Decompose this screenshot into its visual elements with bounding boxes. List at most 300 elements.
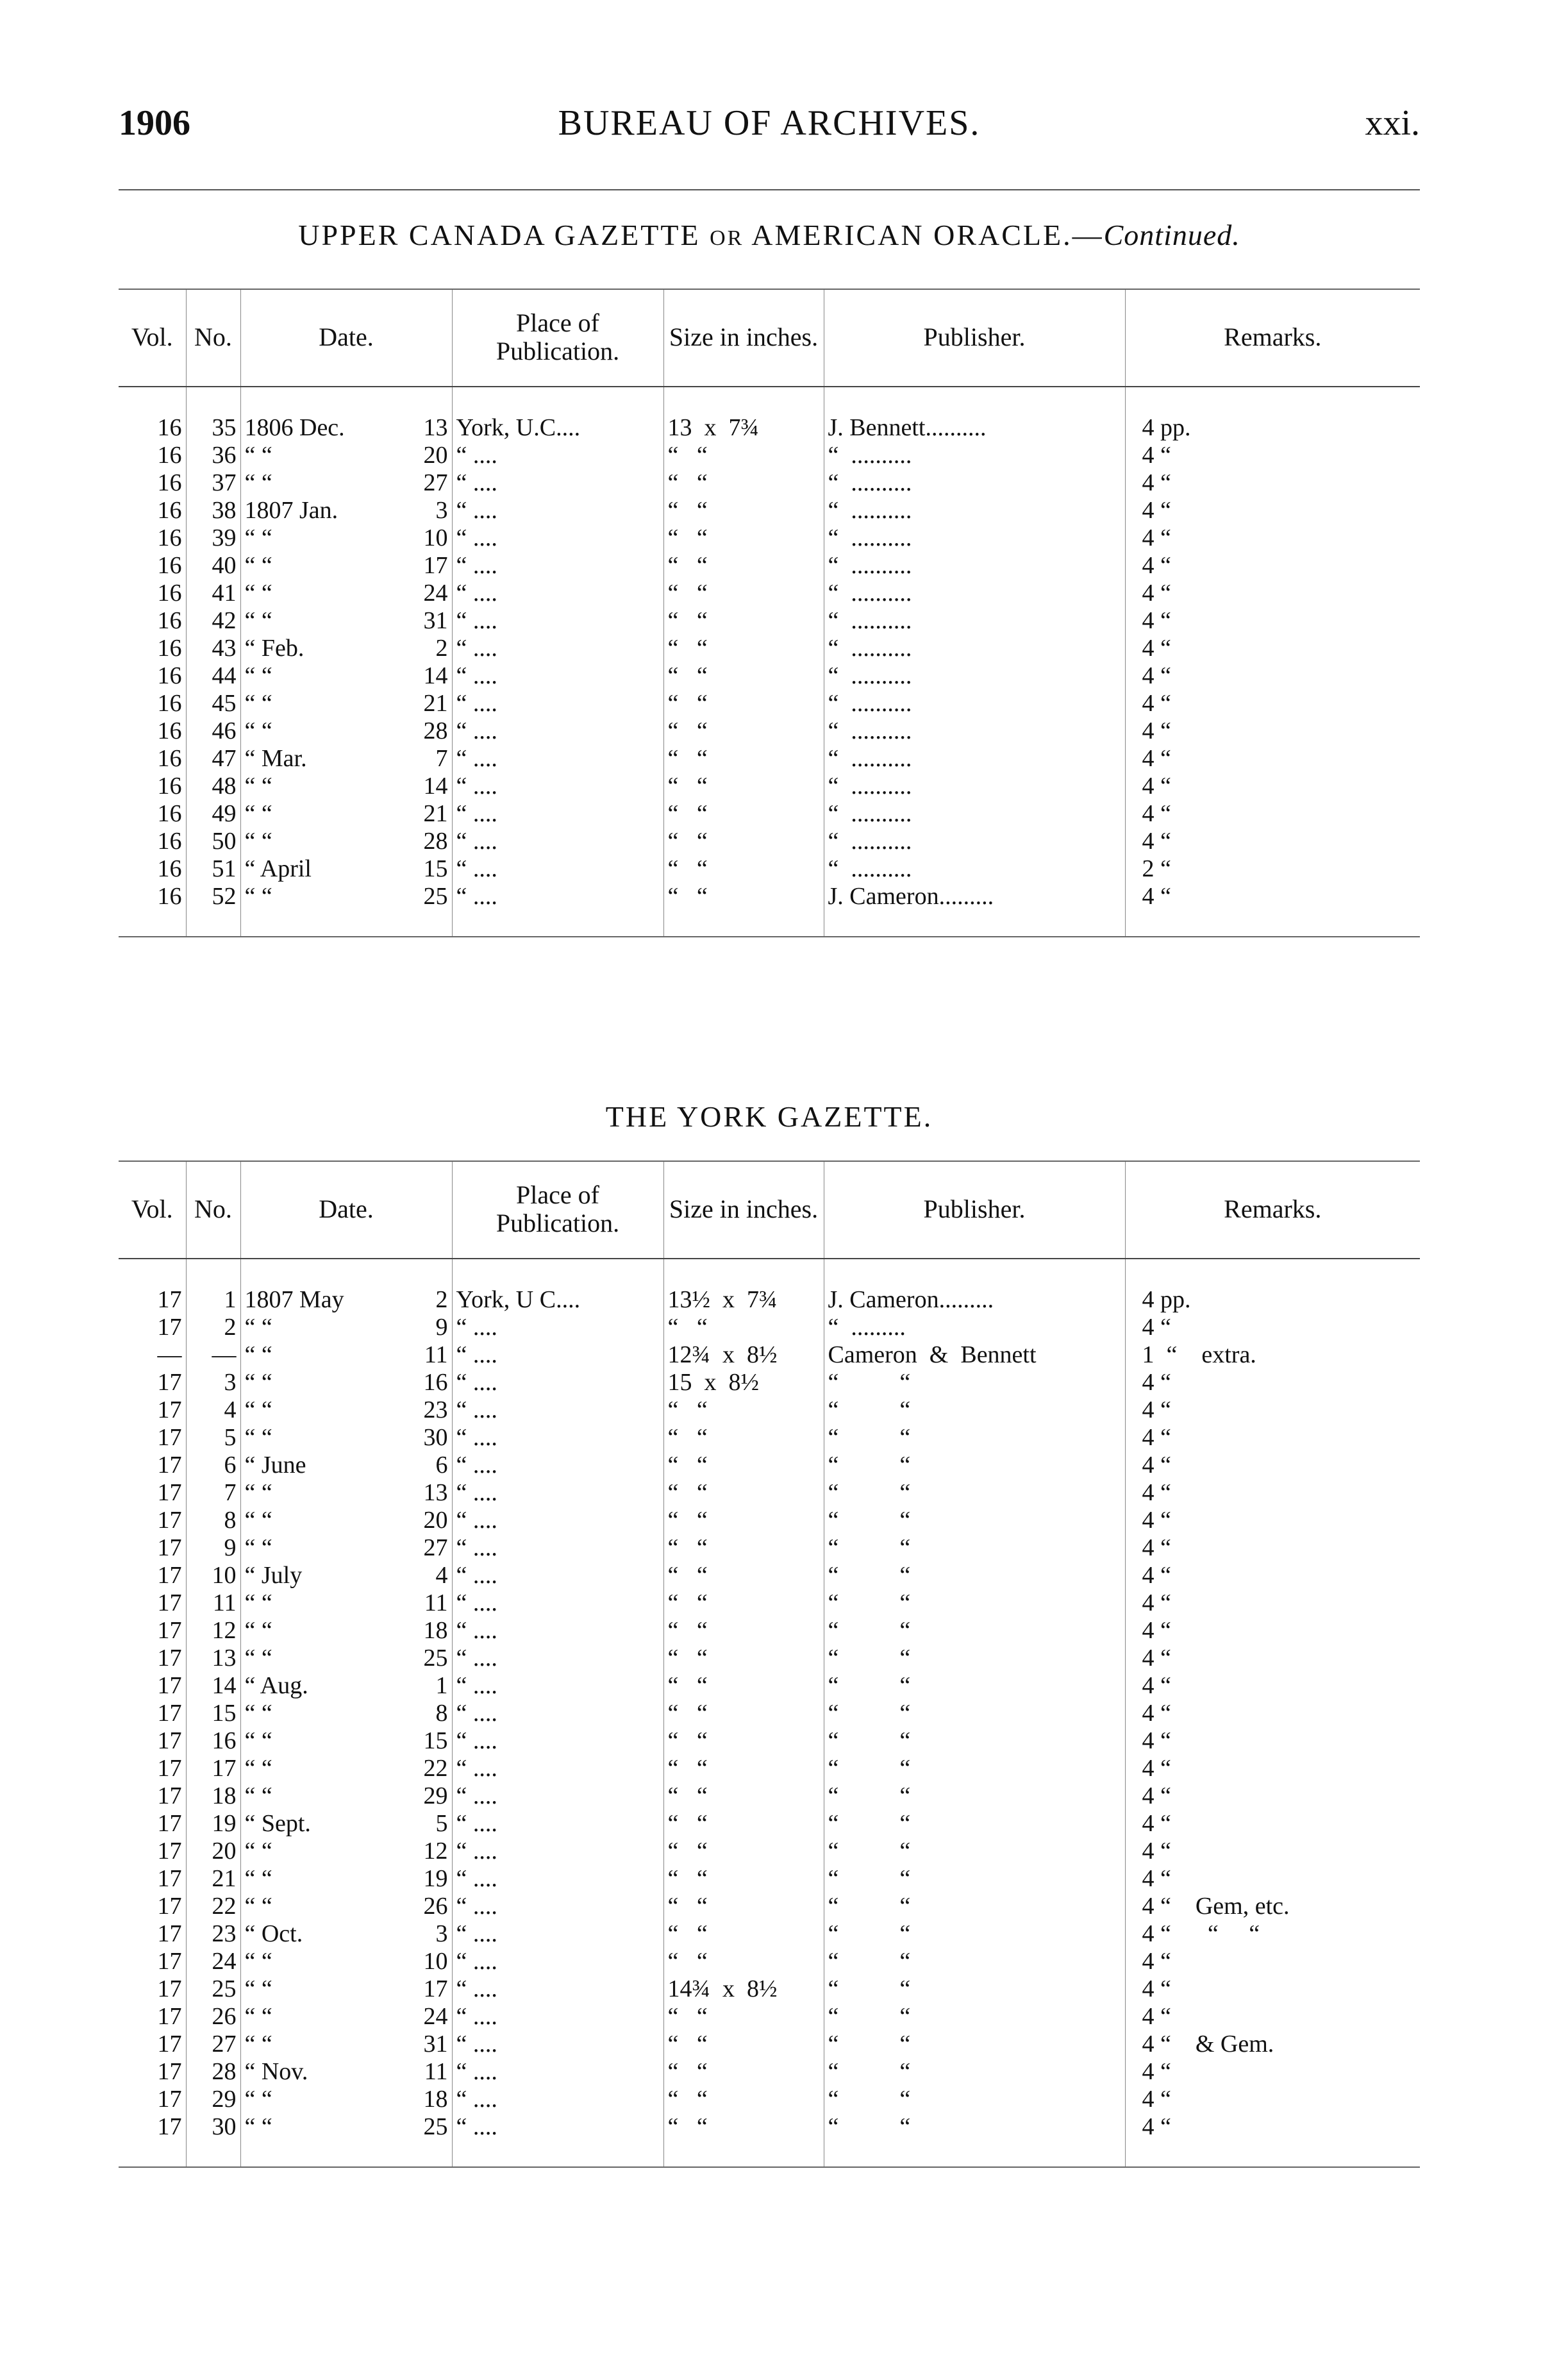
cell-place: “ ....	[452, 1782, 663, 1810]
cell-place: “ ....	[452, 745, 663, 773]
cell-date-day: 26	[423, 1893, 448, 1920]
cell-publisher: “ ..........	[824, 635, 1125, 662]
cell-date-day: 27	[423, 469, 448, 496]
cell-date-month: “ “	[244, 2003, 272, 2030]
cell-place: “ ....	[452, 662, 663, 690]
cell-publisher: “ “	[824, 2003, 1125, 2031]
cell-date-month: “ “	[244, 883, 272, 910]
table-row	[119, 1672, 1420, 1700]
cell-publisher: “ ..........	[824, 773, 1125, 800]
cell-remarks: 4 “	[1142, 883, 1171, 910]
cell-vol: 17	[119, 2113, 186, 2167]
cell-date-day: 16	[423, 1369, 448, 1396]
cell-place: “ ....	[452, 828, 663, 855]
cell-remarks: 4 “	[1142, 800, 1171, 827]
cell-place: “ ....	[452, 497, 663, 524]
cell-date-month: “ “	[244, 1479, 272, 1506]
cell-no: 12	[186, 1617, 240, 1645]
cell-no: 14	[186, 1672, 240, 1700]
cell-date-day: 29	[423, 1782, 448, 1809]
table-row	[119, 1948, 1420, 1975]
cell-date-day: 20	[423, 442, 448, 469]
cell-publisher: Cameron & Bennett	[824, 1341, 1125, 1369]
cell-size: “ “	[663, 524, 824, 552]
header-year: 1906	[119, 103, 190, 143]
cell-size: “ “	[663, 1672, 824, 1700]
cell-date-month: “ “	[244, 607, 272, 634]
cell-remarks: 4 “	[1142, 1782, 1171, 1809]
cell-date-month: 1807 Jan.	[244, 497, 338, 524]
cell-size: “ “	[663, 2058, 824, 2086]
cell-size: “ “	[663, 1507, 824, 1534]
cell-date	[240, 635, 452, 662]
cell-date-month: “ “	[244, 662, 272, 689]
cell-date	[240, 1975, 452, 2003]
cell-size: 13½ x 7¾	[663, 1259, 824, 1314]
cell-size: “ “	[663, 1396, 824, 1424]
cell-date	[240, 552, 452, 580]
cell-date-day: 22	[423, 1755, 448, 1782]
cell-publisher: “ “	[824, 1424, 1125, 1452]
table-row	[119, 1645, 1420, 1672]
cell-place: “ ....	[452, 580, 663, 607]
cell-vol: 16	[119, 442, 186, 469]
cell-date-day: 5	[435, 1810, 448, 1837]
cell-place: “ ....	[452, 800, 663, 828]
section1-title-main: UPPER CANADA GAZETTE	[298, 219, 701, 251]
cell-date-day: 14	[423, 773, 448, 800]
cell-no: 2	[186, 1314, 240, 1341]
cell-size: “ “	[663, 2031, 824, 2058]
cell-date-day: 3	[435, 1920, 448, 1947]
cell-no: 30	[186, 2113, 240, 2167]
cell-date-day: 10	[423, 524, 448, 551]
cell-date-month: “ “	[244, 1645, 272, 1672]
cell-size: “ “	[663, 1865, 824, 1893]
cell-no: 1	[186, 1259, 240, 1314]
cell-vol: —	[119, 1341, 186, 1369]
cell-place: “ ....	[452, 1507, 663, 1534]
cell-size: “ “	[663, 800, 824, 828]
table-row	[119, 2031, 1420, 2058]
cell-place: “ ....	[452, 855, 663, 883]
cell-no: 48	[186, 773, 240, 800]
cell-vol: 17	[119, 1755, 186, 1782]
cell-remarks: 4 “	[1142, 745, 1171, 772]
cell-remarks: 4 “ & Gem.	[1142, 2031, 1274, 2057]
cell-date-month: “ “	[244, 1727, 272, 1754]
cell-no: 39	[186, 524, 240, 552]
cell-remarks: 4 “	[1142, 1672, 1171, 1699]
cell-place: “ ....	[452, 1810, 663, 1838]
cell-place: “ ....	[452, 2113, 663, 2167]
cell-vol: 17	[119, 1810, 186, 1838]
cell-vol: 17	[119, 1424, 186, 1452]
cell-publisher: “ “	[824, 1727, 1125, 1755]
cell-date	[240, 1589, 452, 1617]
table-row	[119, 607, 1420, 635]
cell-size: “ “	[663, 1838, 824, 1865]
cell-place: “ ....	[452, 1589, 663, 1617]
cell-date-month: “ “	[244, 1589, 272, 1616]
cell-size: “ “	[663, 1755, 824, 1782]
cell-publisher: “ “	[824, 2086, 1125, 2113]
table-row	[119, 1452, 1420, 1479]
cell-no: 8	[186, 1507, 240, 1534]
cell-date-month: “ Sept.	[244, 1810, 311, 1837]
cell-size: “ “	[663, 2003, 824, 2031]
cell-date-month: “ “	[244, 469, 272, 496]
cell-vol: 16	[119, 387, 186, 442]
cell-date-month: “ “	[244, 1975, 272, 2002]
cell-size: “ “	[663, 635, 824, 662]
cell-date-month: “ Feb.	[244, 635, 304, 662]
cell-place: “ ....	[452, 1920, 663, 1948]
cell-remarks: 4 “	[1142, 773, 1171, 800]
cell-no: 6	[186, 1452, 240, 1479]
cell-size: “ “	[663, 690, 824, 717]
cell-remarks: 4 “	[1142, 1314, 1171, 1341]
cell-place: “ ....	[452, 1727, 663, 1755]
cell-date	[240, 1369, 452, 1396]
cell-date-day: 13	[423, 1479, 448, 1506]
cell-remarks: 1 “ extra.	[1142, 1341, 1256, 1368]
table-row	[119, 1259, 1420, 1314]
cell-place: “ ....	[452, 2031, 663, 2058]
cell-vol: 17	[119, 2031, 186, 2058]
cell-publisher: “ ..........	[824, 717, 1125, 745]
cell-publisher: “ “	[824, 1672, 1125, 1700]
cell-place: “ ....	[452, 635, 663, 662]
table-row	[119, 442, 1420, 469]
cell-place: “ ....	[452, 1672, 663, 1700]
cell-date	[240, 1507, 452, 1534]
cell-remarks: 4 “	[1142, 469, 1171, 496]
cell-publisher: “ “	[824, 1893, 1125, 1920]
cell-date-month: “ “	[244, 2113, 272, 2140]
cell-date-day: 6	[435, 1452, 448, 1479]
cell-date-month: “ “	[244, 442, 272, 469]
running-head	[119, 103, 1420, 160]
cell-place: York, U.C....	[452, 387, 663, 442]
cell-place: “ ....	[452, 1645, 663, 1672]
cell-remarks: 4 “	[1142, 1507, 1171, 1534]
cell-publisher: “ “	[824, 1920, 1125, 1948]
cell-place: “ ....	[452, 1562, 663, 1589]
cell-no: 17	[186, 1755, 240, 1782]
cell-no: 13	[186, 1645, 240, 1672]
cell-no: 26	[186, 2003, 240, 2031]
cell-size: “ “	[663, 1727, 824, 1755]
table-row	[119, 1534, 1420, 1562]
cell-no: 46	[186, 717, 240, 745]
cell-remarks: 4 “	[1142, 2003, 1171, 2030]
cell-date	[240, 1452, 452, 1479]
table-row	[119, 387, 1420, 442]
cell-vol: 17	[119, 1948, 186, 1975]
cell-remarks: 4 “	[1142, 1452, 1171, 1479]
section1-title-continued: Continued.	[1103, 219, 1240, 251]
cell-vol: 16	[119, 745, 186, 773]
cell-vol: 16	[119, 828, 186, 855]
cell-remarks: 4 “	[1142, 442, 1171, 469]
cell-remarks: 4 “	[1142, 1562, 1171, 1589]
header-rule	[119, 189, 1420, 190]
table-row	[119, 773, 1420, 800]
cell-date-day: 3	[435, 497, 448, 524]
cell-date	[240, 1314, 452, 1341]
cell-remarks: 4 “	[1142, 1645, 1171, 1672]
cell-place: “ ....	[452, 524, 663, 552]
table-row	[119, 552, 1420, 580]
section-title-upper-canada-gazette	[119, 218, 1420, 252]
table-row	[119, 1920, 1420, 1948]
cell-place: “ ....	[452, 1975, 663, 2003]
cell-place: “ ....	[452, 1369, 663, 1396]
cell-date-month: “ June	[244, 1452, 306, 1479]
col-header-no: No.	[186, 289, 240, 387]
col-header-remarks: Remarks.	[1125, 289, 1420, 387]
cell-remarks: 4 “	[1142, 1975, 1171, 2002]
col-header-publisher: Publisher.	[824, 1161, 1125, 1259]
col-header-no: No.	[186, 1161, 240, 1259]
cell-publisher: “ “	[824, 1755, 1125, 1782]
section1-title-rest: AMERICAN ORACLE.—	[751, 219, 1104, 251]
cell-date-day: 25	[423, 883, 448, 910]
cell-vol: 17	[119, 1507, 186, 1534]
table-row	[119, 1810, 1420, 1838]
cell-remarks: 4 “	[1142, 2086, 1171, 2113]
cell-date	[240, 1259, 452, 1314]
cell-date	[240, 717, 452, 745]
cell-remarks: 4 “	[1142, 1534, 1171, 1561]
cell-date-day: 18	[423, 2086, 448, 2113]
table-row	[119, 690, 1420, 717]
cell-vol: 17	[119, 1617, 186, 1645]
cell-vol: 17	[119, 1893, 186, 1920]
col-header-place: Place of Publication.	[452, 289, 663, 387]
cell-no: 22	[186, 1893, 240, 1920]
cell-date	[240, 497, 452, 524]
cell-date-day: 20	[423, 1507, 448, 1534]
cell-remarks: 4 “	[1142, 828, 1171, 855]
table-row	[119, 635, 1420, 662]
cell-vol: 16	[119, 855, 186, 883]
cell-no: 36	[186, 442, 240, 469]
cell-no: 19	[186, 1810, 240, 1838]
col-header-size: Size in inches.	[663, 289, 824, 387]
cell-remarks: 4 pp.	[1142, 1286, 1191, 1313]
table-row	[119, 2086, 1420, 2113]
cell-place: “ ....	[452, 1534, 663, 1562]
cell-remarks: 4 “	[1142, 2058, 1171, 2085]
cell-date	[240, 387, 452, 442]
table-row	[119, 1507, 1420, 1534]
cell-date-month: “ July	[244, 1562, 303, 1589]
cell-date-month: “ “	[244, 1865, 272, 1892]
cell-place: “ ....	[452, 1838, 663, 1865]
cell-no: 38	[186, 497, 240, 524]
cell-vol: 16	[119, 717, 186, 745]
cell-publisher: “ “	[824, 1479, 1125, 1507]
cell-date	[240, 1948, 452, 1975]
cell-remarks: 4 “	[1142, 524, 1171, 551]
cell-date-month: “ “	[244, 1534, 272, 1561]
section1-title-or: OR	[710, 226, 744, 250]
cell-size: “ “	[663, 2113, 824, 2167]
cell-publisher: “ “	[824, 1617, 1125, 1645]
cell-no: 25	[186, 1975, 240, 2003]
cell-remarks: 4 “	[1142, 580, 1171, 607]
table-row	[119, 1369, 1420, 1396]
cell-place: “ ....	[452, 1314, 663, 1341]
cell-date	[240, 883, 452, 937]
cell-remarks: 4 “	[1142, 1396, 1171, 1423]
cell-place: “ ....	[452, 1755, 663, 1782]
cell-date	[240, 1562, 452, 1589]
cell-size: “ “	[663, 1700, 824, 1727]
cell-remarks: 2 “	[1142, 855, 1171, 882]
table-row	[119, 1893, 1420, 1920]
cell-date	[240, 800, 452, 828]
cell-size: “ “	[663, 855, 824, 883]
cell-size: “ “	[663, 1589, 824, 1617]
cell-date	[240, 607, 452, 635]
cell-remarks: 4 “	[1142, 1838, 1171, 1865]
cell-date-day: 11	[424, 1589, 448, 1616]
cell-no: 40	[186, 552, 240, 580]
cell-vol: 17	[119, 1865, 186, 1893]
cell-date-month: “ “	[244, 1755, 272, 1782]
cell-size: “ “	[663, 1920, 824, 1948]
cell-date-month: “ “	[244, 690, 272, 717]
cell-vol: 17	[119, 1452, 186, 1479]
cell-date-day: 31	[423, 607, 448, 634]
cell-vol: 16	[119, 497, 186, 524]
cell-place: “ ....	[452, 690, 663, 717]
cell-date-month: “ “	[244, 552, 272, 579]
cell-place: “ ....	[452, 717, 663, 745]
cell-size: “ “	[663, 828, 824, 855]
cell-date-day: 4	[435, 1562, 448, 1589]
cell-vol: 16	[119, 800, 186, 828]
col-header-date: Date.	[240, 289, 452, 387]
cell-place: “ ....	[452, 2058, 663, 2086]
cell-remarks: 4 “	[1142, 1810, 1171, 1837]
cell-remarks: 4 “	[1142, 1727, 1171, 1754]
cell-size: “ “	[663, 745, 824, 773]
cell-date-day: 2	[435, 635, 448, 662]
cell-publisher: “ “	[824, 2113, 1125, 2167]
cell-vol: 17	[119, 1975, 186, 2003]
cell-date	[240, 1424, 452, 1452]
cell-date-day: 30	[423, 1424, 448, 1451]
cell-no: 49	[186, 800, 240, 828]
cell-date	[240, 1396, 452, 1424]
cell-date-day: 8	[435, 1700, 448, 1727]
cell-publisher: “ ..........	[824, 745, 1125, 773]
cell-remarks: 4 “ Gem, etc.	[1142, 1893, 1290, 1920]
cell-publisher: “ “	[824, 1810, 1125, 1838]
cell-date-month: “ “	[244, 1700, 272, 1727]
cell-date-day: 10	[423, 1948, 448, 1975]
cell-date-month: “ Oct.	[244, 1920, 303, 1947]
cell-vol: 17	[119, 1314, 186, 1341]
cell-no: 3	[186, 1369, 240, 1396]
cell-remarks: 4 “	[1142, 1755, 1171, 1782]
cell-date	[240, 662, 452, 690]
cell-date-day: 11	[424, 2058, 448, 2085]
cell-size: “ “	[663, 497, 824, 524]
cell-remarks: 4 “	[1142, 2113, 1171, 2140]
cell-date-day: 17	[423, 1975, 448, 2002]
cell-size: “ “	[663, 469, 824, 497]
cell-size: “ “	[663, 1562, 824, 1589]
cell-place: “ ....	[452, 773, 663, 800]
table-row	[119, 1589, 1420, 1617]
cell-date	[240, 2003, 452, 2031]
cell-remarks: 4 “	[1142, 552, 1171, 579]
cell-date-month: “ “	[244, 1507, 272, 1534]
cell-vol: 17	[119, 1920, 186, 1948]
cell-vol: 17	[119, 1479, 186, 1507]
table-row	[119, 1782, 1420, 1810]
cell-publisher: “ “	[824, 2058, 1125, 2086]
cell-no: 29	[186, 2086, 240, 2113]
cell-date-day: 9	[435, 1314, 448, 1341]
table-row	[119, 1755, 1420, 1782]
cell-date	[240, 1700, 452, 1727]
cell-place: “ ....	[452, 883, 663, 937]
cell-date	[240, 1534, 452, 1562]
cell-size: “ “	[663, 1452, 824, 1479]
cell-date-month: “ Mar.	[244, 745, 307, 772]
section-title-york-gazette: THE YORK GAZETTE.	[605, 1100, 933, 1133]
table-row	[119, 828, 1420, 855]
cell-no: 41	[186, 580, 240, 607]
cell-publisher: “ .........	[824, 1314, 1125, 1341]
cell-place: “ ....	[452, 1424, 663, 1452]
cell-publisher: J. Bennett..........	[824, 387, 1125, 442]
cell-place: “ ....	[452, 1452, 663, 1479]
cell-publisher: “ “	[824, 1975, 1125, 2003]
table-row	[119, 1865, 1420, 1893]
cell-no: 28	[186, 2058, 240, 2086]
cell-no: 27	[186, 2031, 240, 2058]
cell-date	[240, 469, 452, 497]
table-row	[119, 717, 1420, 745]
cell-date-month: “ “	[244, 773, 272, 800]
cell-date	[240, 1865, 452, 1893]
table-header-row	[119, 289, 1420, 387]
cell-size: “ “	[663, 662, 824, 690]
cell-place: “ ....	[452, 1479, 663, 1507]
cell-vol: 17	[119, 1672, 186, 1700]
cell-size: 14¾ x 8½	[663, 1975, 824, 2003]
cell-publisher: “ “	[824, 1562, 1125, 1589]
cell-date-day: 21	[423, 690, 448, 717]
table-row	[119, 1975, 1420, 2003]
col-header-publisher: Publisher.	[824, 289, 1125, 387]
cell-publisher: “ ..........	[824, 690, 1125, 717]
cell-size: “ “	[663, 1782, 824, 1810]
cell-place: “ ....	[452, 1396, 663, 1424]
cell-date	[240, 2086, 452, 2113]
cell-remarks: 4 “	[1142, 1424, 1171, 1451]
cell-no: 11	[186, 1589, 240, 1617]
cell-publisher: “ ..........	[824, 442, 1125, 469]
cell-publisher: “ ..........	[824, 580, 1125, 607]
